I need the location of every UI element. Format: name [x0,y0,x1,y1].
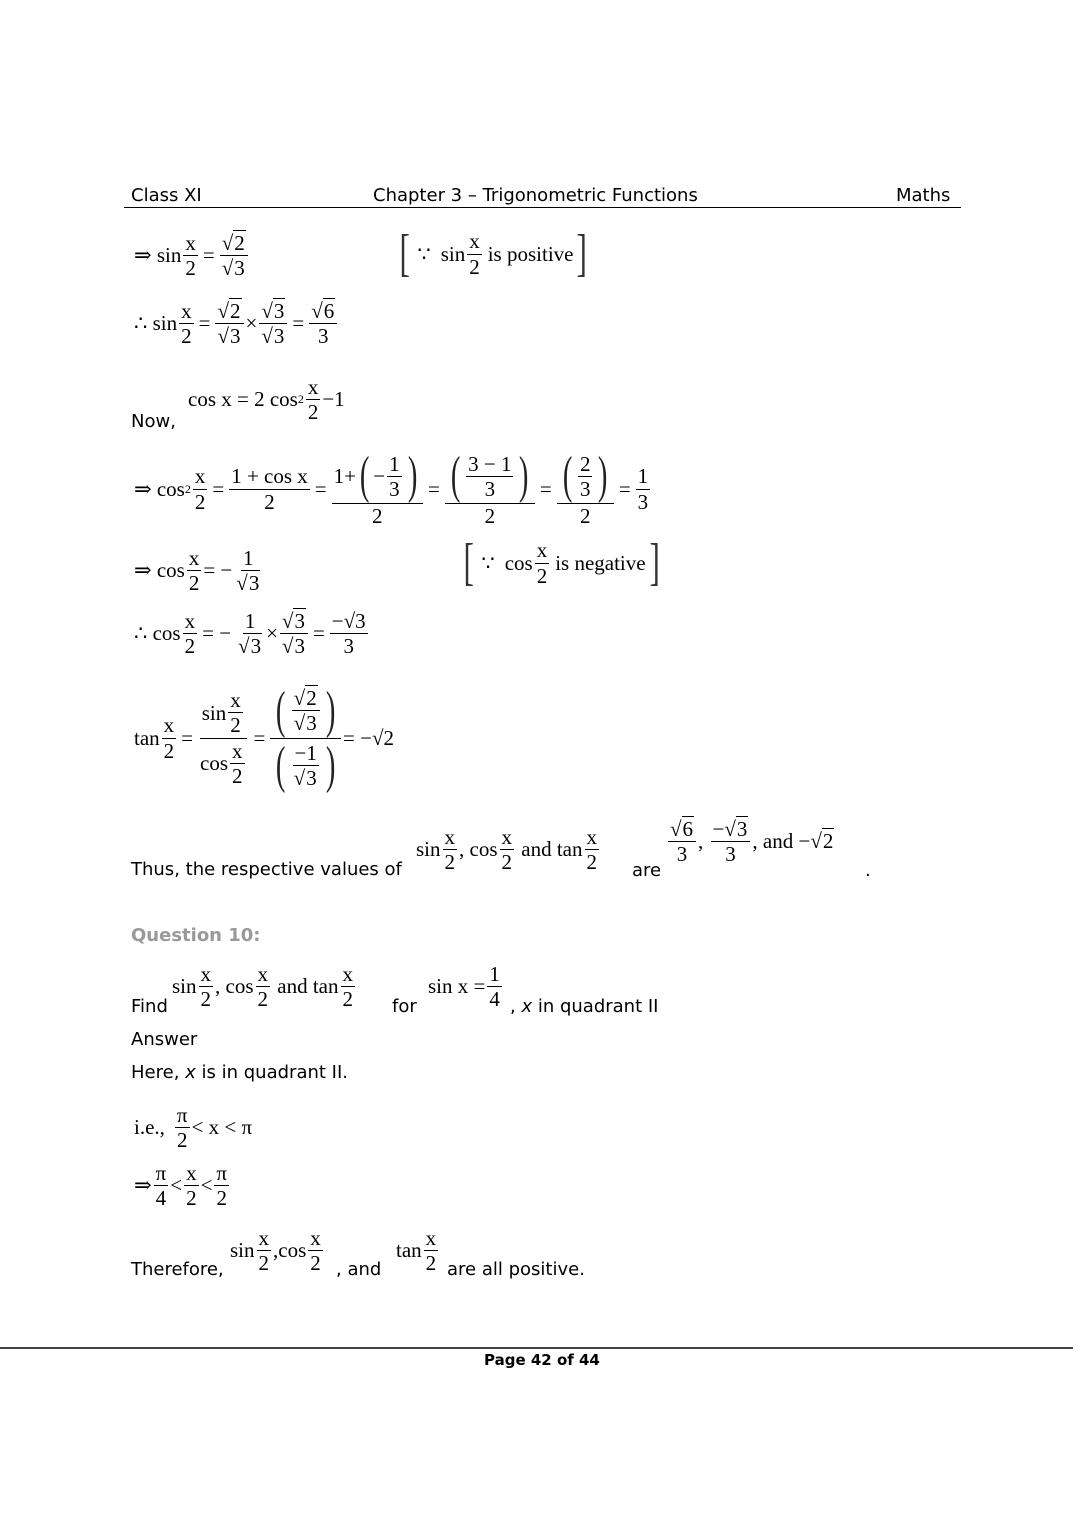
header-subject: Maths [896,185,951,206]
eq-sin-half-1: ⇒ sin $\frac{x}{2}$ = $\frac{√2}{√3}$ [134,232,250,279]
conclusion-values: $\frac{√6}{3}$ , $\frac{-√3}{3}$ , and −√2 [670,817,834,867]
here-var: x [185,1062,196,1083]
eq-cos-half-2: ∴ cos $\frac{x}{2}$ = − $\frac{1}{√3}$ × $\frac{√3}{√3}$ = $\frac{-√3}{3}$ [134,609,366,659]
range-tail: < x < π [191,1115,253,1140]
therefore-tan: tan $\frac{x}{2}$ [396,1226,437,1276]
header-rule [124,207,961,208]
therefore-prefix: Therefore, [131,1259,224,1280]
eq-equals-minus: = − [203,558,233,583]
here-tail: is in quadrant II. [195,1062,348,1083]
condition-lhs: sin x = [428,974,486,999]
eq-lhs: ⇒ cos [134,558,185,583]
because-symbol: ∵ [481,550,495,575]
tail-prefix: , [510,996,522,1017]
header-class: Class XI [131,185,202,206]
condition-num: 1 [489,962,500,986]
result-den: 3 [637,489,649,514]
frac-ratio: ( $\frac{√2}{√3}$ ) ( $\frac{-1}{√3}$ ) [270,685,341,792]
num-1-plus-cos: 1 + cos x [231,464,308,489]
eq-lhs: ∴ sin [134,311,178,336]
header-chapter: Chapter 3 – Trigonometric Functions [373,185,698,206]
result-num: 1 [637,464,649,489]
implies-symbol: ⇒ [134,1173,152,1198]
num-fn: sin [201,700,227,725]
tail-var: x [521,996,533,1017]
eq-cos-squared: ⇒ cos 2 $\frac{x}{2}$ = $\frac{\text{1 + cos x}}{2}$ = 1+ ( − $\frac{1}{3}$ ) 2 = ( $\frac{3 - 1}{3}$ ) 2 = ( $\frac{2}{3}$ ) 2 = $\frac{1}{3}$ [134,447,649,529]
here-prefix: Here, [131,1062,186,1083]
and-text: and [521,837,552,862]
question-title: Question 10: [131,925,261,946]
frac-x-over-2: $\frac{x}{2}$ [185,231,196,281]
num-3-minus-1: 3 − 1 [468,451,512,476]
eq-lhs: ∴ cos [134,621,181,646]
frac-step-b: ( $\frac{3 - 1}{3}$ ) 2 [445,450,535,527]
and-text: and [277,974,308,999]
eq-lhs: tan [134,725,160,750]
fn-cos: cos [225,974,254,999]
fn-sin: sin [230,1238,255,1263]
therefore-mid: , and [336,1259,382,1280]
page-number: Page 42 of 44 [484,1351,600,1369]
because-symbol: ∵ [417,241,431,266]
therefore-suffix: are all positive. [447,1259,585,1280]
eq-cos-double-angle: cos x = 2 cos 2 $\frac{x}{2}$ −1 [188,375,345,425]
here-text [131,1062,348,1083]
frac-step-a: 1+ ( − $\frac{1}{3}$ ) 2 [332,450,423,527]
fn-cos: cos [278,1238,307,1263]
condition-den: 4 [489,987,500,1012]
eq-lhs: cos x = 2 cos [188,387,298,412]
now-label: Now, [131,411,176,432]
inner-num: −1 [294,740,317,765]
and-text-2: , and [752,829,794,854]
eq-result: = −√2 [343,725,394,750]
note-fn: cos [504,550,533,575]
note-sin-positive: [ ∵ sin $\frac{x}{2}$ is positive ] [399,225,588,282]
frac-sin-over-cos: sin $\frac{x}{2}$ cos $\frac{x}{2}$ [198,689,249,786]
for-label: for [392,996,417,1017]
eq-lhs: ⇒ sin [134,243,182,268]
conclusion-period: . [865,860,871,881]
conclusion-prefix: Thus, the respective values of [131,859,402,880]
fn-sin: sin [416,837,441,862]
frac-root2-root3: $\frac{√2}{√3}$ [220,232,248,279]
find-label: Find [131,996,168,1017]
result-num: −√3 [331,609,366,633]
den-fn: cos [200,751,228,776]
range-line-1: i.e., $\frac{\pi}{2}$ < x < π [134,1103,253,1153]
eq-sin-half-2: ∴ sin $\frac{x}{2}$ = $\frac{√2}{√3}$ × $\frac{√3}{√3}$ = $\frac{√6}{3}$ [134,300,339,347]
fn-tan: tan [312,974,339,999]
fn-tan: tan [556,837,583,862]
answer-label: Answer [131,1029,198,1050]
question-condition [428,963,504,1010]
note-cos-negative: [ ∵ cos $\frac{x}{2}$ is negative ] [463,534,660,591]
question-fns: sin $\frac{x}{2}$ , cos $\frac{x}{2}$ and tan $\frac{x}{2}$ [172,962,353,1012]
fn-cos: cos [469,837,498,862]
fn-tan: tan [396,1238,422,1263]
result-den: 3 [343,634,354,659]
eq-tan-half: tan $\frac{x}{2}$ = sin $\frac{x}{2}$ cos $\frac{x}{2}$ = ( $\frac{√2}{√3}$ ) ( $\frac{-1}{√3}$ ) = −√2 [134,681,394,794]
range-line-2: ⇒ $\frac{\pi}{4}$ < $\frac{x}{2}$ < $\frac{\pi}{2}$ [134,1161,228,1211]
fn-sin: sin [172,974,197,999]
note-text: is positive [487,241,574,266]
are-text: are [632,860,662,881]
num-1-plus: 1+ [333,464,356,489]
result-den: 3 [317,324,329,349]
tail-text: in quadrant II [532,996,659,1017]
footer-rule [0,1347,1073,1349]
therefore-fns: sin $\frac{x}{2}$ , cos $\frac{x}{2}$ [230,1226,321,1276]
conclusion-math: sin $\frac{x}{2}$ , cos $\frac{x}{2}$ and tan $\frac{x}{2}$ [416,825,597,875]
frac-step-c: ( $\frac{2}{3}$ ) 2 [557,450,614,527]
eq-lhs: ⇒ cos [134,476,185,501]
note-text: is negative [555,550,646,575]
note-fn: sin [440,241,466,266]
eq-tail: −1 [322,387,345,412]
ie-label: i.e., [134,1115,165,1140]
question-tail [510,996,659,1017]
eq-cos-half-1: ⇒ cos $\frac{x}{2}$ = − $\frac{1}{√3}$ [134,546,260,596]
